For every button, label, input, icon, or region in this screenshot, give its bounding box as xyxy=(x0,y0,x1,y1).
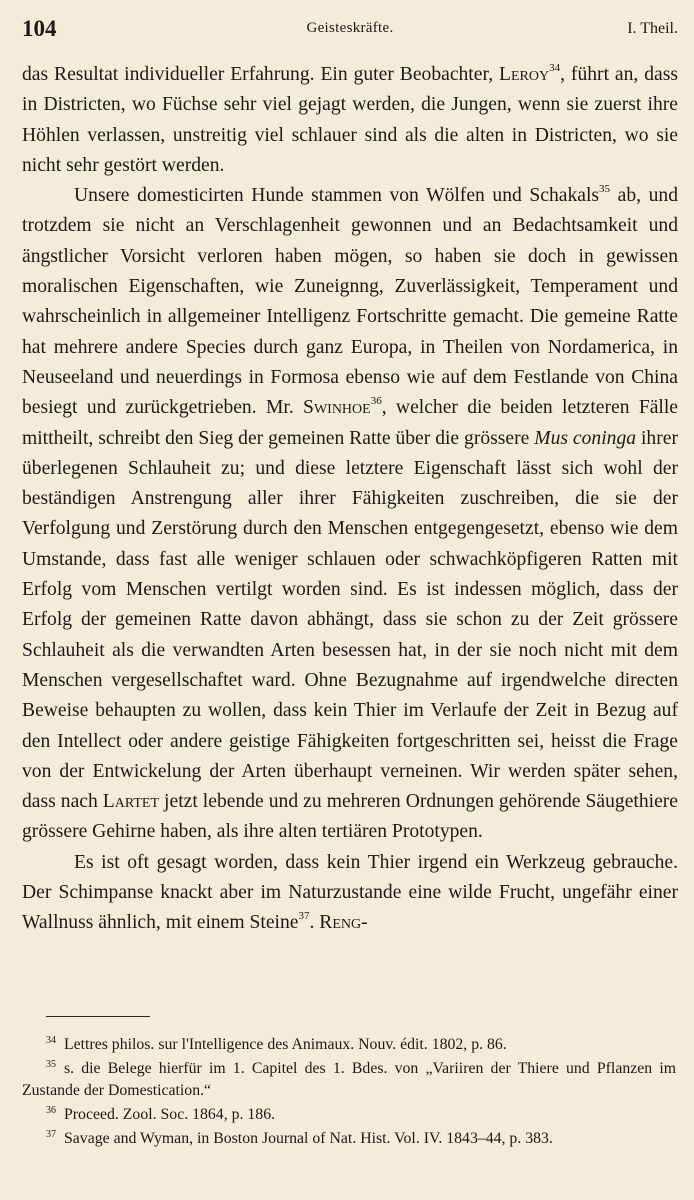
footnote-ref: 34 xyxy=(549,62,561,74)
footnote-text: Savage and Wyman, in Boston Journal of Nat. Hist. Vol. IV. 1843–44, p. 383. xyxy=(64,1130,553,1147)
footnote-ref: 36 xyxy=(370,395,382,408)
footnote-ref: 35 xyxy=(599,183,611,196)
footnote-number: 36 xyxy=(46,1105,56,1116)
running-title: Geisteskräfte. xyxy=(306,20,394,36)
page-number: 104 xyxy=(22,16,57,41)
running-header xyxy=(22,16,678,52)
author-name: Lartet xyxy=(102,791,160,813)
text-run: ihrer überlegenen Schlauheit zu; und diese letztere Eigenschaft lässt sich wohl der beständigen Anstrengung aller ihrer Fähigkeiten zuschreiben, die sie der Verfolgung und Zerstörung durch den Menschen entgegengesetzt, ebenso wie dem Umstande, dass fast alle weniger schlauen oder schwachköpfigeren Ratten mit Erfolg vom Menschen vertilgt worden sind. Es ist indessen möglich, dass der Erfolg der gemeinen Ratte davon abhängt, dass sie schon zu der Zeit grössere Schlauheit als die verwandten Arten besessen hat, in der sie noch nicht mit dem Menschen vergesellschaftet ward. Ohne Bezugnahme auf irgendwelche directen Beweise behaupten zu wollen, dass kein Thier im Verlaufe der Zeit in Bezug auf den Intellect oder andere geistige Fähigkeiten fortgeschritten sei, heisst die Frage von der Entwickelung der Arten überhaupt verneinen. Wir werden später sehen, dass nach xyxy=(22,427,678,813)
text-run: Es ist oft gesagt worden, dass kein Thier irgend ein Werkzeug gebrauche. Der Schimpanse knackt aber im Naturzustande eine wilde Frucht, ungefähr einer Wallnuss ähnlich, mit einem Steine xyxy=(22,851,678,934)
text-run: das Resultat individueller Erfahrung. Ein guter Beobachter, xyxy=(22,64,500,85)
main-text xyxy=(22,60,678,939)
footnote-number: 35 xyxy=(46,1059,56,1070)
paragraph-2 xyxy=(22,181,678,848)
footnote-number: 34 xyxy=(46,1035,56,1046)
text-run: ab, und trotzdem sie nicht an Verschlagenheit gewonnen und an Bedachtsamkeit und ängstlicher Vorsicht verloren haben mögen, so haben sie doch in gewissen moralischen Eigenschaften, wie Zuneignng, Zuverlässigkeit, Temperament und wahrscheinlich in allgemeiner Intelligenz Fortschritte gemacht. Die gemeine Ratte hat mehrere andere Species durch ganz Europa, in Theilen von Nordamerica, in Neuseeland und neuerdings in Formosa ebenso wie auf dem Festlande von China besiegt und zurückgetrieben. Mr. xyxy=(22,185,678,419)
footnote xyxy=(22,1034,676,1056)
footnote-text: s. die Belege hierfür im 1. Capitel des 1. Bdes. von „Variiren der Thiere und Pflanzen im Zustande der Domestication.“ xyxy=(22,1060,676,1099)
text-run: . xyxy=(309,912,320,934)
part-label: I. Theil. xyxy=(627,20,678,37)
footnote-divider xyxy=(46,1016,150,1017)
footnote xyxy=(22,1104,676,1126)
footnote-ref: 37 xyxy=(298,910,310,923)
paragraph-1 xyxy=(22,60,678,181)
footnote-number: 37 xyxy=(46,1129,56,1140)
footnote xyxy=(22,1128,676,1150)
footnote-text: Proceed. Zool. Soc. 1864, p. 186. xyxy=(64,1106,276,1123)
text-run: Unsere domesticirten Hunde stammen von Wölfen und Schakals xyxy=(74,185,600,207)
species-name: Mus coninga xyxy=(534,427,637,449)
author-name: Leroy xyxy=(499,64,550,85)
text-run: , führt an, dass in Districten, wo Füchse sehr viel gejagt werden, die Jungen, wenn sie zuerst ihre Höhlen verlassen, unstreitig viel schlauer sind als die alten in Districten, wo sie nicht sehr gestört werden. xyxy=(22,64,678,176)
footnote-text: Lettres philos. sur l'Intelligence des Animaux. Nouv. édit. 1802, p. 86. xyxy=(64,1036,507,1053)
author-name: Swinhoe xyxy=(303,397,371,419)
text-run: jetzt lebende und zu mehreren Ordnungen gehörende Säugethiere grössere Gehirne haben, als ihre alten tertiären Prototypen. xyxy=(22,791,679,843)
footnote xyxy=(22,1058,676,1102)
author-name: Reng- xyxy=(319,912,368,934)
paragraph-3 xyxy=(22,848,678,939)
text-run: , welcher die beiden letzteren Fälle mittheilt, schreibt den Sieg der gemeinen Ratte über die grössere xyxy=(22,397,678,449)
footnotes xyxy=(22,1034,676,1152)
